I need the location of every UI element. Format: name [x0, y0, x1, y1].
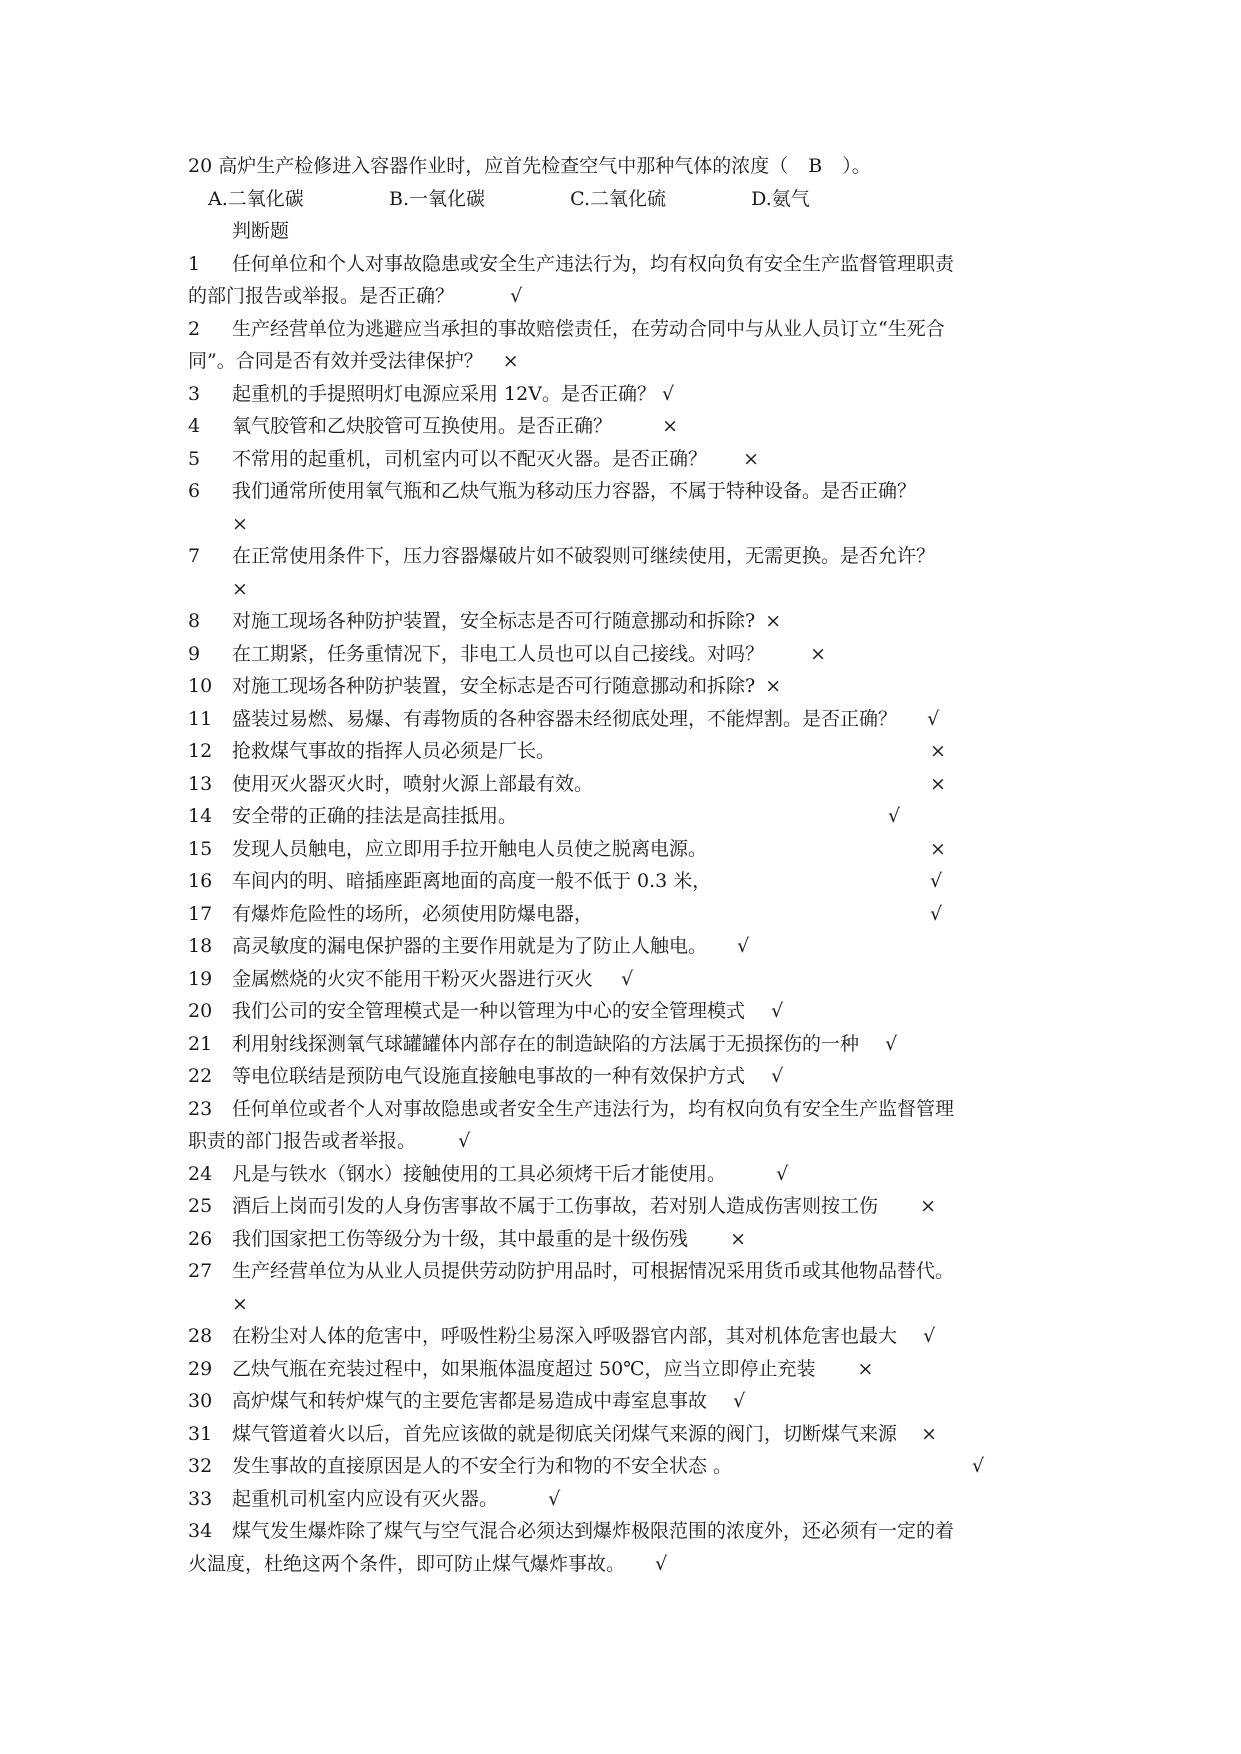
answer-mark: √ [771, 1000, 784, 1022]
item-number: 34 [188, 1520, 213, 1542]
item-number: 24 [188, 1162, 213, 1185]
item-number: 26 [188, 1227, 213, 1250]
answer-mark: √ [927, 707, 940, 730]
item-text: 抢救煤气事故的指挥人员必须是厂长。 [232, 740, 556, 762]
list-item-continuation [188, 1125, 1068, 1158]
item-text: 高炉煤气和转炉煤气的主要危害都是易造成中毒室息事故 [232, 1390, 708, 1412]
answer-mark: √ [923, 1325, 936, 1347]
list-item [188, 1353, 1068, 1386]
list-item-continuation [188, 280, 1068, 313]
list-item [188, 1385, 1068, 1418]
answer-mark: √ [930, 870, 943, 892]
answer-mark: × [730, 1227, 746, 1250]
answer-mark: √ [733, 1390, 746, 1412]
list-item [188, 735, 1068, 768]
item-number: 20 [188, 1000, 213, 1022]
item-number: 33 [188, 1487, 213, 1510]
item-text-cont: 同”。合同是否有效并受法律保护？ [188, 350, 483, 372]
question-20 [188, 150, 1068, 183]
item-number: 18 [188, 935, 213, 957]
answer-mark: √ [655, 1552, 668, 1575]
item-text-cont: 的部门报告或举报。是否正确？ [188, 285, 455, 307]
list-item [188, 605, 1068, 638]
item-text: 凡是与铁水（钢水）接触使用的工具必须烤干后才能使用。 [232, 1162, 727, 1185]
item-text-cont: 火温度，杜绝这两个条件，即可防止煤气爆炸事故。 [188, 1552, 626, 1575]
list-item [188, 833, 1068, 866]
item-number: 14 [188, 805, 213, 827]
list-item [188, 1060, 1068, 1093]
answer-mark: × [920, 1195, 936, 1217]
item-number: 32 [188, 1455, 213, 1477]
list-item [188, 638, 1068, 671]
item-number: 28 [188, 1325, 213, 1347]
section-title: 判断题 [232, 220, 290, 242]
list-item-continuation [188, 345, 1068, 378]
item-number: 19 [188, 967, 213, 990]
item-text: 发现人员触电，应立即用手拉开触电人员使之脱离电源。 [232, 837, 708, 860]
list-item [188, 670, 1068, 703]
answer-mark: × [857, 1357, 874, 1380]
list-item-continuation [188, 1548, 1068, 1581]
answer-mark: × [930, 837, 946, 860]
list-item [188, 800, 1068, 833]
item-text: 不常用的起重机，司机室内可以不配灭火器。是否正确？ [232, 447, 708, 470]
item-text: 使用灭火器灭火时，喷射火源上部最有效。 [232, 772, 594, 795]
item-text: 车间内的明、暗插座距离地面的高度一般不低于 0.3 米， [232, 870, 712, 892]
list-item [188, 1483, 1068, 1516]
list-item [188, 930, 1068, 963]
answer-mark: × [743, 447, 759, 470]
item-number: 15 [188, 837, 213, 860]
item-number: 25 [188, 1195, 213, 1217]
list-item [188, 248, 1068, 281]
list-item [188, 768, 1068, 801]
item-text: 起重机的手提照明灯电源应采用 12V。是否正确？ [232, 382, 656, 405]
item-text: 利用射线探测氧气球罐罐体内部存在的制造缺陷的方法属于无损探伤的一种 [232, 1032, 860, 1055]
item-text: 等电位联结是预防电气设施直接触电事故的一种有效保护方式 [232, 1065, 746, 1087]
item-number: 21 [188, 1032, 213, 1055]
list-item-continuation [188, 508, 1068, 541]
answer-mark: √ [737, 935, 750, 957]
list-item [188, 1320, 1068, 1353]
list-item [188, 1158, 1068, 1191]
list-item [188, 378, 1068, 411]
list-item [188, 1093, 1068, 1126]
item-text: 盛装过易燃、易爆、有毒物质的各种容器未经彻底处理，不能焊割。是否正确？ [232, 707, 898, 730]
list-item [188, 1450, 1068, 1483]
item-number: 30 [188, 1390, 213, 1412]
item-number: 6 [188, 480, 201, 502]
item-text: 对施工现场各种防护装置，安全标志是否可行随意挪动和拆除? [232, 675, 756, 697]
item-number: 22 [188, 1065, 213, 1087]
answer-mark: × [232, 512, 248, 535]
answer-mark: √ [930, 902, 943, 925]
list-item [188, 1223, 1068, 1256]
list-item [188, 1515, 1068, 1548]
option-a: A.二氧化碳 [208, 187, 304, 210]
item-text: 我们公司的安全管理模式是一种以管理为中心的安全管理模式 [232, 1000, 746, 1022]
item-number: 7 [188, 545, 201, 567]
option-b: B.一氧化碳 [389, 187, 486, 210]
answer-mark: √ [776, 1162, 789, 1185]
item-number: 11 [188, 707, 213, 730]
answer-mark: × [930, 740, 946, 762]
item-text: 酒后上岗而引发的人身伤害事故不属于工伤事故，若对别人造成伤害则按工伤 [232, 1195, 879, 1217]
item-number: 13 [188, 772, 213, 795]
list-item [188, 1418, 1068, 1451]
item-number: 31 [188, 1422, 213, 1445]
item-number: 8 [188, 610, 201, 632]
item-number: 4 [188, 415, 201, 437]
item-text: 金属燃烧的火灾不能用干粉灭火器进行灭火 [232, 967, 594, 990]
option-c: C.二氧化硫 [570, 187, 666, 210]
list-item-continuation [188, 573, 1068, 606]
question-20-stem: 20 高炉生产检修进入容器作业时，应首先检查空气中那种气体的浓度（ [188, 155, 789, 177]
list-item [188, 703, 1068, 736]
answer-mark: × [765, 610, 782, 632]
item-text: 煤气管道着火以后，首先应该做的就是彻底关闭煤气来源的阀门，切断煤气来源 [232, 1422, 898, 1445]
list-item [188, 475, 1068, 508]
answer-mark: √ [458, 1130, 471, 1152]
list-item [188, 898, 1068, 931]
answer-mark: √ [888, 805, 901, 827]
item-text: 生产经营单位为逃避应当承担的事故赔偿责任，在劳动合同中与从业人员订立“生死合 [232, 317, 945, 340]
item-number: 17 [188, 902, 213, 925]
answer-mark: √ [885, 1032, 898, 1055]
item-number: 2 [188, 317, 201, 340]
answer-mark: × [810, 642, 826, 665]
list-item [188, 963, 1068, 996]
answer-mark: × [232, 1292, 248, 1315]
answer-mark: √ [662, 382, 675, 405]
item-number: 12 [188, 740, 213, 762]
item-number: 9 [188, 642, 201, 665]
item-text: 乙炔气瓶在充装过程中，如果瓶体温度超过 50℃，应当立即停止充装 [232, 1357, 816, 1380]
answer-mark: √ [621, 967, 634, 990]
item-text: 高灵敏度的漏电保护器的主要作用就是为了防止人触电。 [232, 935, 708, 957]
item-text-cont: 职责的部门报告或者举报。 [188, 1130, 417, 1152]
document-page [188, 150, 1068, 1580]
item-number: 23 [188, 1097, 213, 1120]
answer-mark: × [921, 1422, 937, 1445]
item-text: 有爆炸危险性的场所，必须使用防爆电器， [232, 902, 594, 925]
answer-mark: √ [771, 1065, 784, 1087]
item-text: 氧气胶管和乙炔胶管可互换使用。是否正确？ [232, 415, 613, 437]
item-text: 在粉尘对人体的危害中，呼吸性粉尘易深入呼吸器官内部，其对机体危害也最大 [232, 1325, 898, 1347]
question-20-answer: B [808, 155, 823, 177]
question-20-stem-end: ）。 [842, 155, 871, 177]
list-item [188, 865, 1068, 898]
list-item [188, 1190, 1068, 1223]
item-number: 16 [188, 870, 213, 892]
option-d: D.氨气 [751, 187, 810, 210]
item-number: 3 [188, 382, 201, 405]
item-text: 安全带的正确的挂法是高挂抵用。 [232, 805, 518, 827]
answer-mark: × [232, 577, 248, 600]
item-text: 对施工现场各种防护装置，安全标志是否可行随意挪动和拆除? [232, 610, 756, 632]
list-item [188, 410, 1068, 443]
item-text: 在工期紧，任务重情况下，非电工人员也可以自己接线。对吗？ [232, 642, 765, 665]
answer-mark: √ [548, 1487, 561, 1510]
answer-mark: × [930, 772, 946, 795]
item-text: 任何单位和个人对事故隐患或安全生产违法行为，均有权向负有安全生产监督管理职责 [232, 252, 955, 275]
item-text: 生产经营单位为从业人员提供劳动防护用品时，可根据情况采用货币或其他物品替代。 [232, 1260, 955, 1282]
item-text: 在正常使用条件下，压力容器爆破片如不破裂则可继续使用，无需更换。是否允许？ [232, 545, 936, 567]
answer-mark: × [502, 350, 519, 372]
item-number: 1 [188, 252, 201, 275]
item-text: 我们通常所使用氧气瓶和乙炔气瓶为移动压力容器，不属于特种设备。是否正确？ [232, 480, 917, 502]
item-number: 5 [188, 447, 201, 470]
list-item [188, 540, 1068, 573]
item-number: 27 [188, 1260, 213, 1282]
item-text: 煤气发生爆炸除了煤气与空气混合必须达到爆炸极限范围的浓度外，还必须有一定的着 [232, 1520, 955, 1542]
list-item-continuation [188, 1288, 1068, 1321]
item-number: 29 [188, 1357, 213, 1380]
item-text: 我们国家把工伤等级分为十级，其中最重的是十级伤残 [232, 1227, 689, 1250]
item-text: 起重机司机室内应设有灭火器。 [232, 1487, 499, 1510]
list-item [188, 443, 1068, 476]
answer-mark: × [662, 415, 678, 437]
list-item [188, 1028, 1068, 1061]
answer-mark: × [765, 675, 782, 697]
answer-mark: √ [972, 1455, 985, 1477]
answer-mark: √ [510, 285, 523, 307]
question-20-options [188, 183, 1068, 216]
list-item [188, 1255, 1068, 1288]
list-item [188, 995, 1068, 1028]
item-text: 发生事故的直接原因是人的不安全行为和物的不安全状态 。 [232, 1455, 733, 1477]
item-text: 任何单位或者个人对事故隐患或者安全生产违法行为，均有权向负有安全生产监督管理 [232, 1097, 955, 1120]
list-item [188, 313, 1068, 346]
item-number: 10 [188, 675, 213, 697]
